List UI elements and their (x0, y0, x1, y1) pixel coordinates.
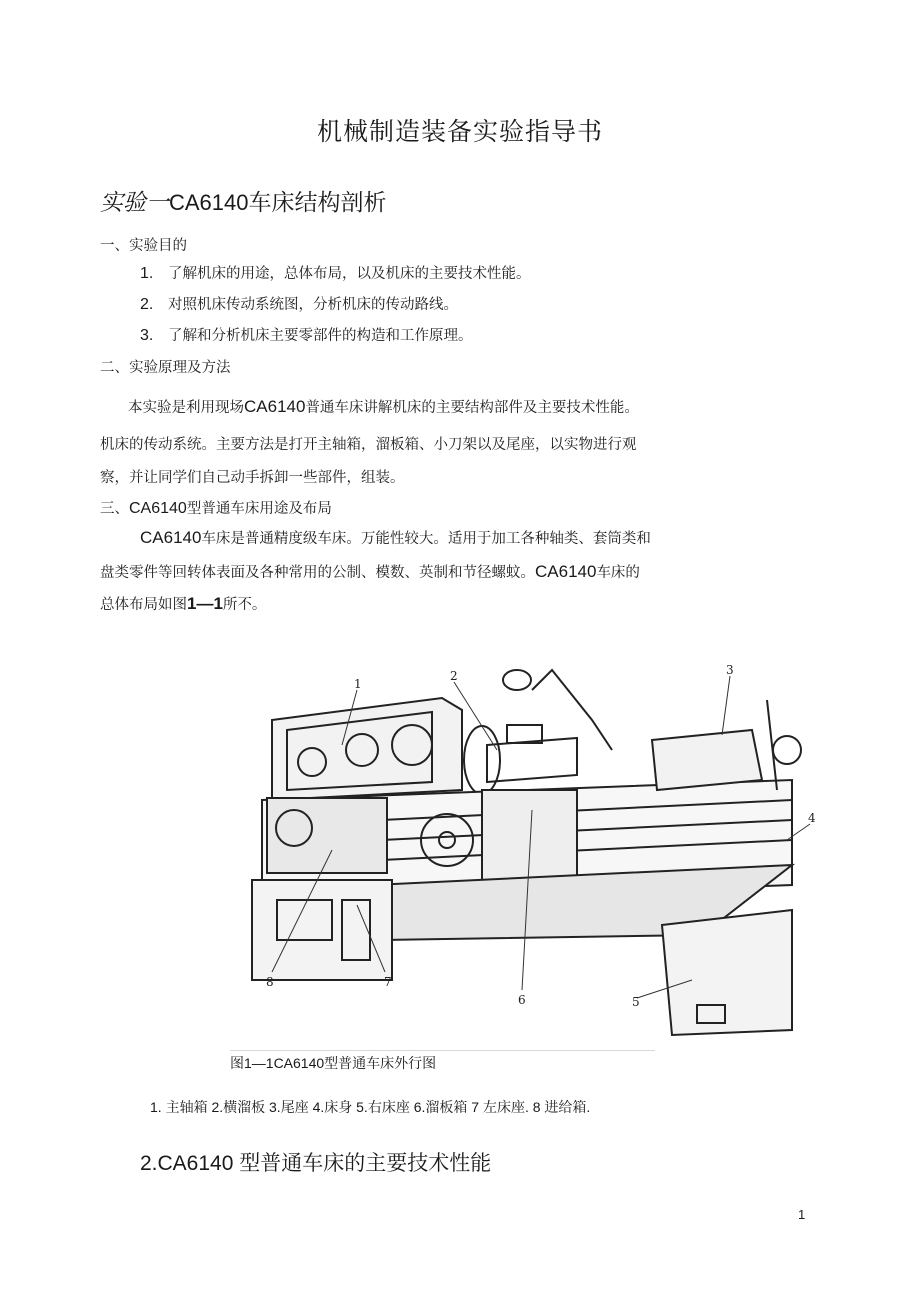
paragraph-line: 察，并让同学们自己动手拆卸一些部件，组装。 (100, 470, 405, 486)
text-run: 三、 (100, 501, 129, 517)
text-run: 车床是普通精度级车床。万能性较大。适用于加工各种轴类、套筒类和 (201, 531, 651, 547)
text-run: 所不。 (222, 597, 267, 613)
list-item-number: 3. (140, 327, 154, 344)
figure-label: 1 (354, 677, 362, 691)
figure-label: 2 (450, 669, 458, 683)
list-item (140, 293, 458, 314)
experiment-code: CA6140 (169, 190, 249, 215)
list-item-number: 1. (140, 265, 154, 282)
text-run: 普通车床讲解机床的主要结构部件及主要技术性能。 (305, 400, 639, 416)
text-run: 盘类零件等回转体表面及各种常用的公制、模数、英制和节径螺蚊。 (100, 565, 535, 581)
model-code: CA6140 (140, 528, 202, 547)
paragraph-line: 机床的传动系统。主要方法是打开主轴箱，溜板箱、小刀架以及尾座，以实物进行观 (100, 437, 637, 453)
figure-label: 8 (266, 975, 274, 989)
text-run: 型普通车床用途及布局 (186, 501, 332, 517)
list-item (140, 262, 531, 283)
text-run: 车床的 (596, 565, 640, 581)
text-run: 图 (230, 1056, 244, 1072)
list-item-number: 2. (140, 296, 154, 313)
model-code: CA6140 (129, 500, 187, 517)
list-item (140, 324, 473, 345)
section-heading-method: 二、实验原理及方法 (100, 360, 231, 376)
experiment-prefix: 实验一 (100, 190, 169, 216)
figure-label: 4 (808, 811, 816, 825)
figure-label: 5 (632, 995, 640, 1009)
model-code: CA6140 (535, 562, 597, 581)
figure-label: 3 (726, 663, 734, 677)
figure-ref: 1—1 (187, 594, 223, 613)
paragraph-line (140, 527, 651, 548)
subsection-heading: 2.CA6140 型普通车床的主要技术性能 (140, 1152, 492, 1175)
paragraph-line (100, 593, 266, 614)
model-code: CA6140 (244, 397, 306, 416)
paragraph-line (128, 396, 639, 417)
figure-legend: 1. 主轴箱 2.横溜板 3.尾座 4.床身 5.右床座 6.溜板箱 7 左床座. 8 进给箱. (150, 1099, 591, 1115)
text-run: 型普通车床外行图 (324, 1056, 437, 1072)
list-item-text: 了解和分析机床主要零部件的构造和工作原理。 (168, 328, 473, 344)
list-item-text: 对照机床传动系统图，分析机床的传动路线。 (168, 297, 458, 313)
list-item-text: 了解机床的用途，总体布局，以及机床的主要技术性能。 (168, 266, 531, 282)
lathe-figure (232, 650, 822, 1050)
page-number: 1 (798, 1207, 806, 1222)
figure-ref: 1—1CA6140 (244, 1055, 325, 1071)
experiment-title (100, 184, 387, 217)
section-heading-layout (100, 497, 332, 518)
lathe-drawing (232, 650, 822, 1050)
figure-caption (230, 1053, 436, 1073)
figure-label: 6 (518, 993, 526, 1007)
paragraph-line (100, 561, 640, 582)
document-title: 机械制造装备实验指导书 (316, 117, 603, 146)
text-run: 总体布局如图 (100, 597, 187, 613)
caption-divider (230, 1050, 655, 1051)
text-run: 本实验是利用现场 (128, 400, 244, 416)
figure-label: 7 (384, 975, 392, 989)
experiment-title-rest: 车床结构剖析 (248, 190, 387, 216)
section-heading-purpose: 一、实验目的 (100, 238, 187, 254)
